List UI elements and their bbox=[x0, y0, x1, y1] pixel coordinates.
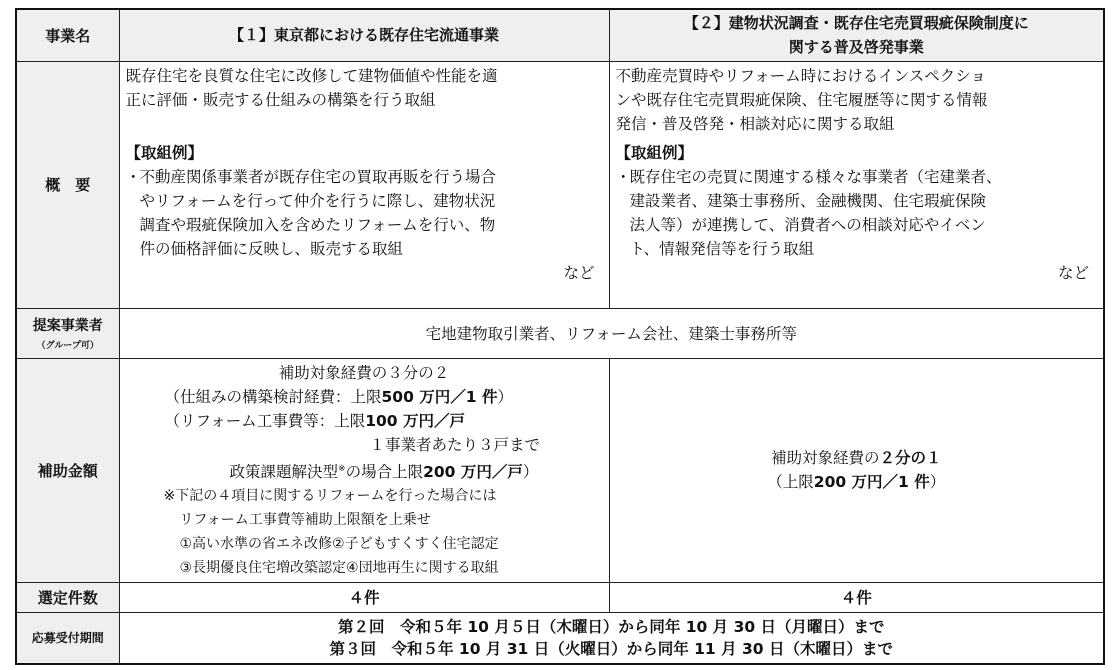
subsidy-col1-line2-a: （仕組みの構築検討経費：上限 bbox=[164, 387, 382, 406]
selected-row bbox=[16, 582, 1104, 612]
bullet-mark: ・ bbox=[615, 167, 632, 186]
project-1-title: 【１】東京都における既存住宅流通事業 bbox=[119, 9, 609, 61]
selected-col2: ４件 bbox=[609, 582, 1104, 612]
subsidy-col2 bbox=[609, 358, 1104, 582]
subsidy-col2-line2-b: 200 万円／1 件 bbox=[813, 473, 930, 492]
overview-row bbox=[16, 61, 1104, 308]
overview-col1-ex2: やリフォームを行って仲介を行うに際し、建物状況 bbox=[139, 191, 496, 210]
header-row bbox=[16, 9, 1104, 61]
subsidy-col1-line5-b: の場合上限 bbox=[345, 462, 424, 481]
subsidy-col1-line3-a: （リフォーム工事費等：上限 bbox=[164, 411, 366, 430]
selected-label: 選定件数 bbox=[16, 582, 119, 612]
subsidy-col2-line1-a: 補助対象経費の bbox=[770, 449, 880, 468]
overview-col2 bbox=[609, 61, 1104, 308]
period-value bbox=[119, 612, 1104, 664]
subsidy-col1-line2-b: 500 万円／1 件 bbox=[381, 387, 498, 406]
overview-col1 bbox=[119, 61, 609, 308]
project-2-title-line2: 関する普及啓発事業 bbox=[788, 38, 924, 57]
subsidy-col2-line1-b: ２分の１ bbox=[879, 449, 942, 468]
subsidy-col1 bbox=[119, 358, 609, 582]
proposer-label-sub: （グループ可） bbox=[36, 341, 99, 351]
overview-col2-desc3: 発信・普及啓発・相談対応に関する取組 bbox=[615, 114, 895, 133]
proposer-row bbox=[16, 308, 1104, 358]
overview-col2-bullet-item bbox=[616, 165, 1098, 261]
overview-col2-desc1: 不動産売買時やリフォーム時におけるインスペクショ bbox=[615, 66, 986, 85]
overview-col1-desc2: 正に評価・販売する仕組みの構築を行う取組 bbox=[125, 90, 436, 109]
overview-col2-example-title: 【取組例】 bbox=[615, 143, 694, 162]
period-row bbox=[16, 612, 1104, 664]
subsidy-col1-line5-a: 政策課題解決型 bbox=[229, 462, 339, 481]
subsidy-col1-line3-b: 100 万円／戸 bbox=[365, 411, 465, 430]
program-table bbox=[15, 8, 1105, 665]
proposer-label: 提案事業者 bbox=[32, 318, 103, 334]
subsidy-col2-line2-a: （上限 bbox=[767, 473, 814, 492]
subsidy-row bbox=[16, 358, 1104, 582]
overview-col1-ex4: 件の価格評価に反映し、販売する取組 bbox=[139, 239, 404, 258]
program-table-container bbox=[15, 8, 1103, 661]
overview-col2-etc: など bbox=[1057, 263, 1089, 282]
project-2-title bbox=[609, 9, 1104, 61]
subsidy-label: 補助金額 bbox=[16, 358, 119, 582]
overview-col1-ex1: 不動産関係事業者が既存住宅の買取再販を行う場合 bbox=[139, 167, 497, 186]
note-mark: ※ bbox=[338, 463, 346, 474]
overview-col1-etc: など bbox=[563, 263, 595, 282]
period-line1: 第２回 令和５年 10 月５日（木曜日）から同年 10 月 30 日（月曜日）まで bbox=[337, 617, 885, 636]
project-2-title-line1: 【２】建物状況調査・既存住宅売買瑕疵保険制度に bbox=[683, 14, 1029, 33]
overview-col1-desc1: 既存住宅を良質な住宅に改修して建物価値や性能を適 bbox=[125, 66, 498, 85]
subsidy-col1-line1: 補助対象経費の３分の２ bbox=[278, 363, 450, 382]
subsidy-col1-line3 bbox=[120, 409, 609, 433]
subsidy-col1-line5 bbox=[120, 457, 609, 484]
subsidy-col1-line5-c: 200 万円／戸 bbox=[423, 462, 523, 481]
overview-col2-desc2: ンや既存住宅売買瑕疵保険、住宅履歴等に関する情報 bbox=[615, 90, 988, 109]
subsidy-col2-line2 bbox=[610, 470, 1104, 494]
subsidy-col1-line5-d: ） bbox=[522, 462, 539, 481]
proposer-label-cell bbox=[16, 308, 119, 358]
header-label: 事業名 bbox=[16, 9, 119, 61]
subsidy-col1-note1: ※下記の４項目に関するリフォームを行った場合には bbox=[163, 487, 497, 504]
overview-col2-ex4: ト、情報発信等を行う取組 bbox=[629, 239, 815, 258]
overview-col1-bullet-item bbox=[126, 165, 603, 261]
period-label: 応募受付期間 bbox=[16, 612, 119, 664]
subsidy-col2-line1 bbox=[610, 446, 1104, 470]
subsidy-col1-line2-c: ） bbox=[497, 387, 513, 406]
overview-label: 概 要 bbox=[16, 61, 119, 308]
subsidy-col1-note4: ③長期優良住宅増改築認定④団地再生に関する取組 bbox=[179, 559, 499, 576]
overview-col2-ex3: 法人等）が連携して、消費者への相談対応やイベン bbox=[629, 215, 986, 234]
overview-col1-ex3: 調査や瑕疵保険加入を含めたリフォームを行い、物 bbox=[139, 215, 496, 234]
overview-col2-ex1: 既存住宅の売買に関連する様々な事業者（宅建業者、 bbox=[629, 167, 1002, 186]
overview-col2-ex2: 建設業者、建築士事務所、金融機関、住宅瑕疵保険 bbox=[629, 191, 987, 210]
subsidy-col2-line2-c: ） bbox=[929, 473, 946, 492]
subsidy-col1-line4: １事業者あたり３戸まで bbox=[369, 435, 541, 454]
proposer-value: 宅地建物取引業者、リフォーム会社、建築士事務所等 bbox=[119, 308, 1104, 358]
subsidy-col1-note2: リフォーム工事費等補助上限額を上乗せ bbox=[179, 511, 431, 528]
period-line2: 第３回 令和５年 10 月 31 日（火曜日）から同年 11 月 30 日（木曜日）まで bbox=[329, 639, 893, 658]
subsidy-col1-note3: ①高い水準の省エネ改修②子どもすくすく住宅認定 bbox=[179, 535, 499, 552]
overview-col1-example-title: 【取組例】 bbox=[125, 143, 204, 162]
subsidy-col1-line2 bbox=[120, 385, 609, 409]
selected-col1: ４件 bbox=[119, 582, 609, 612]
bullet-mark: ・ bbox=[125, 167, 142, 186]
